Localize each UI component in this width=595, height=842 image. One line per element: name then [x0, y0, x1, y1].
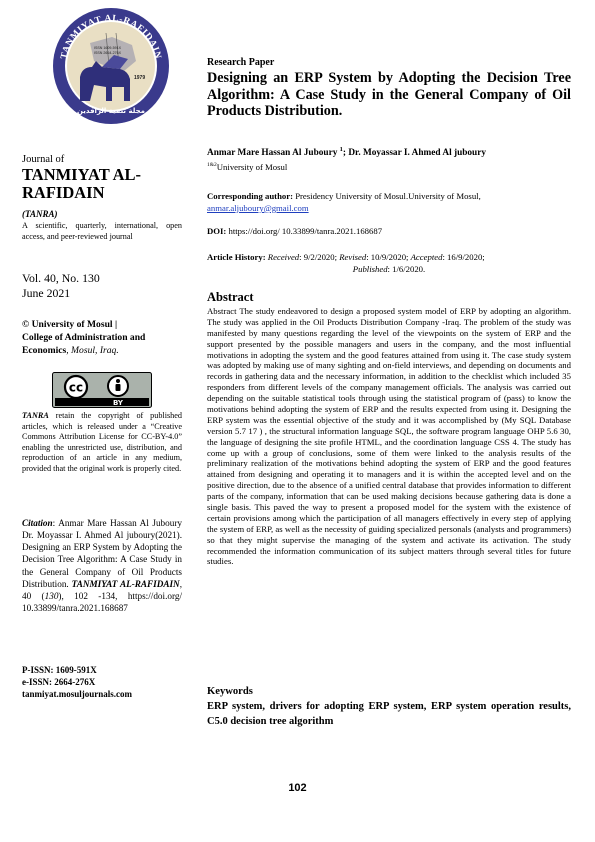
article-history — [207, 252, 571, 275]
citation-issue: 130 — [44, 590, 59, 601]
affiliation-sup: 1&2 — [207, 162, 217, 169]
journal-abbrev: (TANRA) — [22, 209, 58, 219]
affiliation-name: University of Mosul — [216, 162, 288, 172]
revised-label: Revised — [339, 252, 367, 262]
logo-founded: 1979 — [134, 75, 146, 81]
corresponding-text: Presidency University of Mosul.University of Mosul, — [293, 191, 481, 201]
copyright-location: , Mosul, Iraq. — [66, 344, 119, 356]
logo-issn-online: ISSN 2664-276X — [94, 51, 121, 55]
authors — [207, 146, 571, 158]
keywords-text: ERP system, drivers for adopting ERP system, ERP system operation results, C5.0 decision tree algorithm — [207, 701, 571, 727]
citation-text: : Anmar Mare Hassan Al Juboury Dr. Moyassar I. Ahmed Al juboury(2021). Designing an ERP System by Adopting the Decision Tree Algorithm: A Case Study in the General Company of Oil Products Distribution. — [22, 518, 182, 589]
citation-label: Citation — [22, 518, 53, 528]
license-lead: TANRA — [22, 411, 49, 420]
received-label: Received — [267, 252, 300, 262]
by-label: BY — [112, 399, 124, 407]
doi-line — [207, 226, 571, 236]
logo-issn-print: ISSN 1609-591X — [94, 46, 121, 50]
affiliation — [207, 162, 571, 172]
accepted-date: : 16/9/2020; — [442, 252, 485, 262]
copyright-line2: College of Administration and Economics — [22, 331, 146, 356]
abstract-heading: Abstract — [207, 290, 254, 304]
email-link[interactable]: anmar.aljuboury@gmail.com — [207, 202, 309, 213]
author-1-sup: 1 — [339, 146, 343, 153]
author-2: ; Dr. Moyassar I. Ahmed Al juboury — [342, 148, 487, 159]
volume-info — [22, 271, 182, 302]
p-issn: P-ISSN: 1609-591X — [22, 665, 97, 675]
copyright-block — [22, 319, 182, 358]
license-text — [22, 411, 182, 474]
license-body: retain the copyright of published articles, which is released under a “Creative Commons Attribution License for CC-BY-4.0” enabling the unrestricted use, distribution, and reproduction of an article in any medium, provided that the original work is properly cited. — [22, 411, 182, 473]
issn-block — [22, 664, 182, 700]
paper-title: Designing an ERP System by Adopting the Decision Tree Algorithm: A Case Study in the General Company of Oil Products Distribution. — [207, 70, 571, 120]
citation-vol-post: ), 102 -134, — [58, 590, 118, 601]
e-issn: e-ISSN: 2664-276X — [22, 677, 96, 688]
journal-of-label: Journal of — [22, 154, 65, 165]
published-date: : 1/6/2020. — [387, 263, 426, 274]
citation-vol-pre: , 40 ( — [22, 578, 182, 601]
citation-journal: TANMIYAT AL-RAFIDAIN — [71, 578, 180, 589]
received-date: : 9/2/2020; — [299, 252, 340, 262]
copyright-line1: © University of Mosul | — [22, 319, 118, 330]
citation-block — [22, 517, 182, 614]
citation-doi[interactable]: https://doi.org/ 10.33899/tanra.2021.168687 — [22, 590, 183, 613]
doi-label: DOI: — [207, 226, 227, 236]
issue-date: June 2021 — [22, 286, 71, 301]
history-label: Article History: — [207, 252, 266, 262]
abstract-text: Abstract The study endeavored to design a proposed system model of ERP by adopting an algorithm. The study was applied in the Oil Products Distribution Company -Iraq. The problem of the study was manifested by many questions regarding the level of the viewpoints on the system of ERP and the support presented by the possible managers and users in the company, and the most influential motivations in adopting the system and the good features attained from using it. The case study system was adopted by making use of many sighting and on-field interviews, and depending on documents and records in gathering data and the necessary information, in addition to the checklist which included 35 responders from different levels of the company management officials. The analysis was carried out depending on the suitable statistical tools through using the statistical program of (pass) to know the motivations behind adopting the system of ERP and the results expected from using it. Designing the ERP system was the essential objective of the study and it was accomplished by (My SQL Database version 5.7 17 ) , the structural information language SQL, the software program language OHP 5.6 30, the language of designing the site profile HTML, and the coordination language CSS 4. The study has come up with a group of conclusions, some of them were linked to the analysis results of the preliminary realization of the motivations behind adopting the system of ERP and the good features attained from designing and operating it to managers and it is within the accepted level and on the positive direction, due to the absence of a unified central database that provides information to different parts of the company, information that can be used making decisions because gathering data is done a single basis. This paved the way to present a proposed model for the system with the existence of certain provisions among which the participation of all managers effectively in every step of applying the system of ERP, as well as the necessity of guiding specialized personals (analysts and programmers) so that they might supervise the managing of the system and activate its activation. The study recommended the information communication of its subject matters through several titles for future studies. — [207, 306, 571, 567]
volume-number: Vol. 40, No. 130 — [22, 271, 100, 285]
keywords-heading: Keywords — [207, 686, 253, 697]
doi-link[interactable]: https://doi.org/ 10.33899/tanra.2021.168687 — [226, 226, 383, 236]
revised-date: : 10/9/2020; — [366, 252, 411, 262]
person-icon — [116, 379, 121, 391]
journal-name: TANMIYAT AL-RAFIDAIN — [22, 165, 142, 203]
corresponding-author — [207, 191, 571, 214]
logo-arc-text: TANMIYAT AL-RAFIDAIN — [59, 13, 163, 61]
journal-description: A scientific, quarterly, international, open access, and peer-reviewed journal — [22, 221, 182, 241]
accepted-label: Accepted — [410, 252, 443, 262]
paper-type: Research Paper — [207, 57, 275, 68]
published-label: Published — [352, 263, 388, 274]
page-number: 102 — [288, 782, 307, 794]
journal-logo — [50, 5, 172, 127]
corresponding-label: Corresponding author: — [207, 191, 294, 201]
cc-by-badge[interactable] — [52, 372, 152, 408]
cc-icon: cc — [68, 380, 84, 395]
journal-website[interactable]: tanmiyat.mosuljournals.com — [22, 689, 132, 700]
author-1: Anmar Mare Hassan Al Juboury — [207, 148, 340, 159]
logo-arabic: مجلة تنمية الرافدين — [77, 107, 145, 115]
